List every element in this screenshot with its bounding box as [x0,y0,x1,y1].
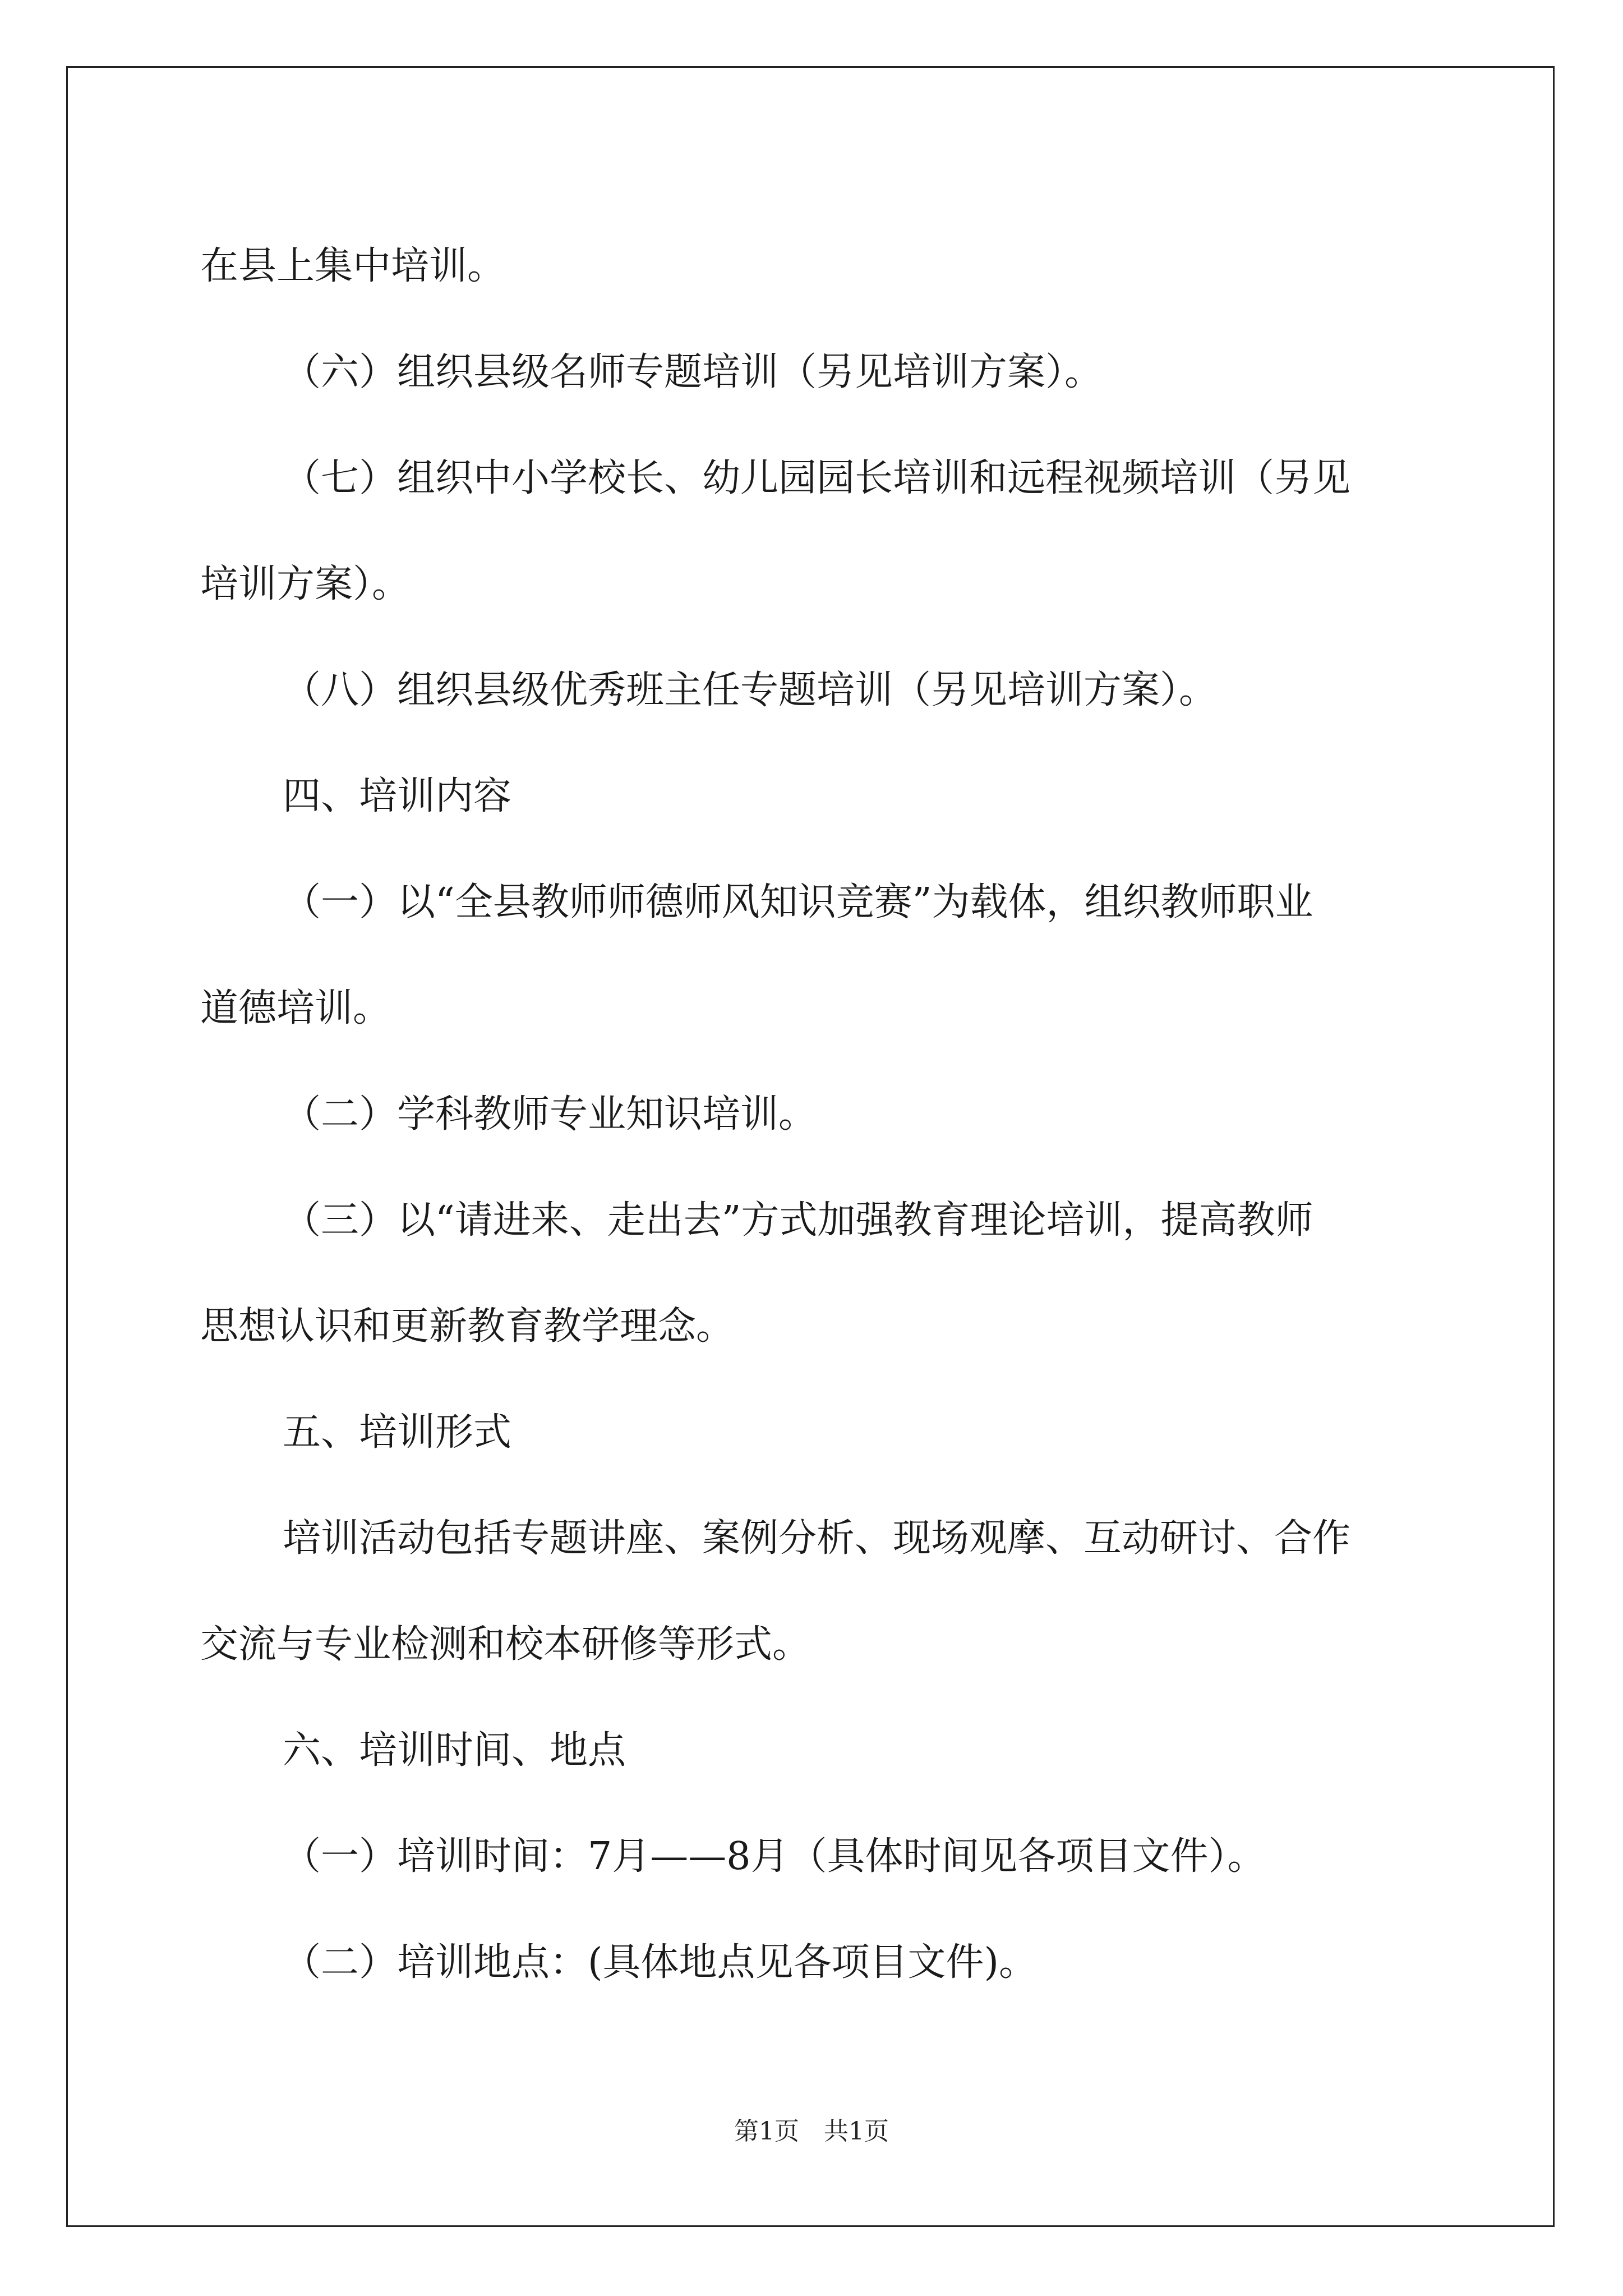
section-heading: 四、培训内容 [283,774,512,818]
section-heading: 六、培训时间、地点 [283,1728,626,1773]
paragraph: （二）培训地点：(具体地点见各项目文件)。 [283,1940,1038,1985]
paragraph: 在县上集中培训。 [200,244,506,288]
document-body [200,213,1423,2016]
paragraph: 培训活动包括专题讲座、案例分析、现场观摩、互动研讨、合作 [283,1516,1351,1561]
paragraph: 道德培训。 [200,986,391,1030]
paragraph: 培训方案）。 [200,562,411,606]
paragraph: （三）以“请进来、走出去”方式加强教育理论培训，提高教师 [283,1198,1313,1243]
paragraph: （二）学科教师专业知识培训。 [283,1092,817,1137]
page-number: 第1页 共1页 [734,2117,889,2146]
paragraph: 思想认识和更新教育教学理念。 [200,1304,735,1349]
paragraph: （七）组织中小学校长、幼儿园园长培训和远程视频培训（另见 [283,456,1351,500]
paragraph: 交流与专业检测和校本研修等形式。 [200,1622,811,1667]
paragraph: （八）组织县级优秀班主任专题培训（另见培训方案）。 [283,668,1218,712]
paragraph: （一）培训时间：7月——8月（具体时间见各项目文件）。 [283,1834,1266,1879]
paragraph: （六）组织县级名师专题培训（另见培训方案）。 [283,350,1103,394]
paragraph: （一）以“全县教师师德师风知识竞赛”为载体，组织教师职业 [283,880,1313,924]
section-heading: 五、培训形式 [283,1410,512,1455]
